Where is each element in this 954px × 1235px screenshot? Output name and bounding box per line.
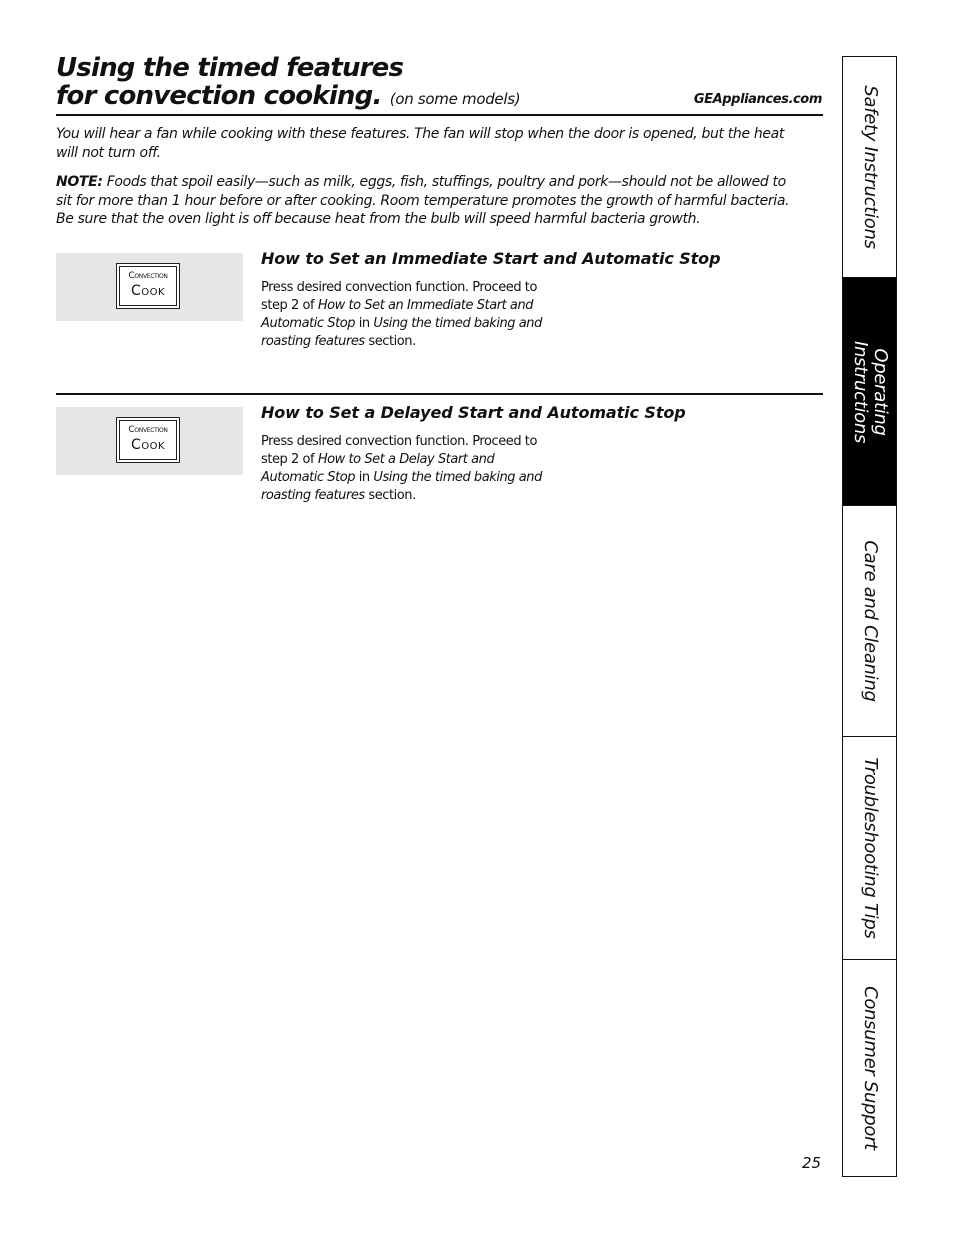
note-text: Foods that spoil easily—such as milk, eggs, fish, stuffings, poultry and pork—should not be allowed to sit for more than 1 hour before or after cooking. Room temperature promotes the growth of harmful bacteria. Be sure that the oven light is off because heat from the bulb will speed harmful bacteria growth.: [56, 174, 790, 227]
body-text: Press desired convection function. Proceed to step 2 of: [261, 280, 537, 313]
body-text: in: [355, 316, 374, 331]
tab-label: [850, 340, 890, 442]
tab-label: Safety Instructions: [859, 85, 881, 249]
intro-text: You will hear a fan while cooking with these features. The fan will stop when the door is opened, but the heat will not turn off.: [56, 126, 784, 161]
page-number: 25: [802, 1154, 822, 1172]
key-label-bottom: Cook: [130, 437, 166, 453]
tab-label-line2: Instructions: [849, 340, 871, 443]
body-reference: Using the timed baking and roasting features: [261, 470, 542, 503]
tab-consumer-support[interactable]: [843, 960, 896, 1176]
body-text: in: [355, 470, 374, 485]
body-text: Press desired convection function. Proceed to step 2 of: [261, 434, 537, 467]
convection-cook-key-panel: [56, 253, 243, 321]
tab-troubleshooting-tips[interactable]: [843, 737, 896, 960]
section-body-delayed: [261, 433, 546, 505]
body-reference: Using the timed baking and roasting features: [261, 316, 542, 349]
tab-care-and-cleaning[interactable]: [843, 506, 896, 737]
tab-label: Consumer Support: [859, 986, 881, 1150]
section-tabs: [842, 56, 897, 1177]
title-note: (on some models): [389, 90, 521, 108]
tab-label: Troubleshooting Tips: [859, 757, 881, 939]
body-reference: How to Set an Immediate Start and Automatic Stop: [261, 298, 534, 331]
section-divider: [56, 393, 823, 395]
body-reference: How to Set a Delay Start and Automatic Stop: [261, 452, 495, 485]
body-text: section.: [364, 488, 416, 503]
body-text: section.: [364, 334, 416, 349]
note-paragraph: [56, 173, 796, 229]
key-label-top: Convection: [128, 271, 168, 281]
key-label-bottom: Cook: [130, 283, 166, 299]
website-link[interactable]: GEAppliances.com: [693, 92, 822, 107]
tab-label: Care and Cleaning: [859, 540, 881, 702]
page-title-line1: Using the timed features: [56, 53, 404, 83]
convection-cook-key: [116, 417, 180, 463]
header-divider: [56, 114, 823, 116]
convection-cook-key-panel: [56, 407, 243, 475]
section-heading-delayed: How to Set a Delayed Start and Automatic Stop: [261, 403, 686, 422]
tab-label-line1: Operating: [869, 347, 891, 436]
section-heading-immediate: How to Set an Immediate Start and Automatic Stop: [261, 249, 721, 268]
key-label-top: Convection: [128, 425, 168, 435]
tab-operating-instructions[interactable]: [843, 278, 896, 506]
tab-safety-instructions[interactable]: [843, 57, 896, 278]
page-title-line2-text: for convection cooking.: [56, 81, 382, 111]
convection-cook-key: [116, 263, 180, 309]
section-body-immediate: [261, 279, 546, 351]
note-label: NOTE:: [56, 174, 103, 190]
page-title-line2: [56, 81, 520, 114]
